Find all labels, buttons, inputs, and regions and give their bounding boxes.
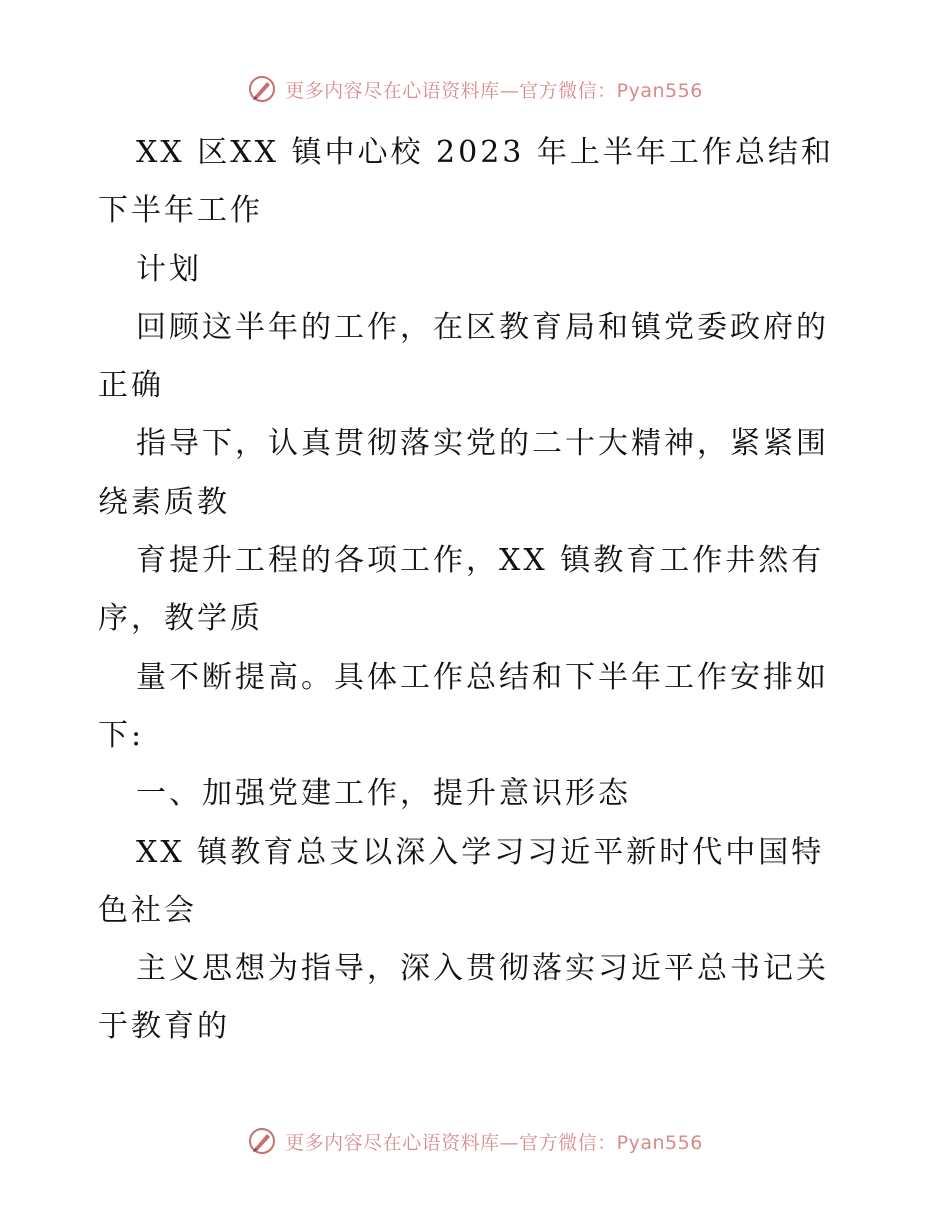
watermark-label xyxy=(285,76,703,103)
document-line: 主义思想为指导，深入贯彻落实习近平总书记关 xyxy=(136,951,829,987)
document-line: 回顾这半年的工作，在区教育局和镇党委政府的 xyxy=(136,309,829,345)
document-line: 下: xyxy=(98,717,145,753)
watermark-id: Pyan556 xyxy=(616,1131,703,1154)
watermark-label xyxy=(285,1128,703,1155)
document-line: 下半年工作 xyxy=(98,193,263,229)
document-line: 计划 xyxy=(136,251,202,287)
document-line: 育提升工程的各项工作，XX 镇教育工作井然有 xyxy=(136,543,825,579)
document-line: XX 区XX 镇中心校 2023 年上半年工作总结和 xyxy=(136,135,834,170)
document-body xyxy=(98,124,858,1057)
document-line: 于教育的 xyxy=(98,1009,230,1045)
pen-logo-icon xyxy=(247,1126,277,1156)
document-line: 色社会 xyxy=(98,892,197,928)
document-line: XX 镇教育总支以深入学习习近平新时代中国特 xyxy=(136,834,825,870)
footer-watermark xyxy=(0,1124,950,1158)
document-line: 量不断提高。具体工作总结和下半年工作安排如 xyxy=(136,659,829,695)
document-line: 序，教学质 xyxy=(98,601,263,637)
watermark-text: 更多内容尽在心语资料库—官方微信： xyxy=(285,1131,617,1154)
watermark-id: Pyan556 xyxy=(616,79,703,102)
document-line: 正确 xyxy=(98,368,164,404)
document-line: 绕素质教 xyxy=(98,484,230,520)
document-line: 一、加强党建工作，提升意识形态 xyxy=(136,776,631,812)
pen-logo-icon xyxy=(247,74,277,104)
header-watermark xyxy=(0,72,950,106)
watermark-text: 更多内容尽在心语资料库—官方微信： xyxy=(285,79,617,102)
document-line: 指导下，认真贯彻落实党的二十大精神，紧紧围 xyxy=(136,426,829,462)
